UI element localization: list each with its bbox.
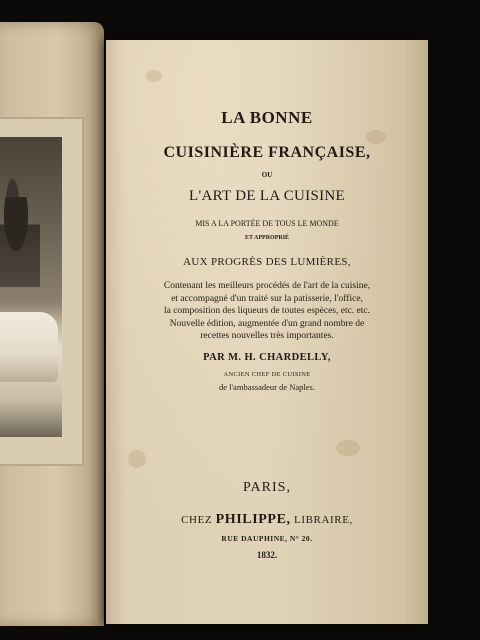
foxing-spot	[146, 70, 162, 82]
author-role: ANCIEN CHEF DE CUISINE	[223, 371, 311, 378]
foxing-spot	[128, 450, 146, 468]
engraving-table	[0, 312, 58, 382]
subtitle: L'ART DE LA CUISINE	[189, 188, 345, 204]
imprint-city: PARIS,	[243, 480, 291, 495]
description-block	[117, 280, 417, 343]
subtitle-line-2: MIS A LA PORTÉE DE TOUS LE MONDE	[195, 219, 339, 228]
subtitle-line-3: ET APPROPRIÉ	[244, 235, 290, 241]
description-line: la composition des liqueurs de toutes espèces, etc. etc.	[163, 306, 371, 316]
publisher-name: PHILIPPE,	[215, 512, 291, 527]
foxing-spot	[336, 440, 360, 456]
imprint-address: RUE DAUPHINE, N° 20.	[221, 534, 313, 543]
author-role-detail: de l'ambassadeur de Naples.	[219, 382, 315, 392]
frontispiece-page	[0, 22, 104, 626]
description-line: et accompagné d'un traité sur la patisserie, l'office,	[171, 293, 363, 304]
description-line: Contenant les meilleurs procédés de l'art de la cuisine,	[163, 281, 371, 291]
engraving-illustration	[0, 137, 62, 437]
publisher-prefix: CHEZ	[181, 514, 213, 526]
description-line: recettes nouvelles très importantes.	[200, 331, 334, 341]
description-line: Nouvelle édition, augmentée d'un grand nombre de	[169, 318, 365, 329]
title-line-1: LA BONNE	[221, 108, 313, 127]
foxing-spot	[366, 130, 386, 144]
title-conjunction: OU	[261, 171, 273, 179]
title-page	[106, 40, 428, 624]
subtitle-line-4: AUX PROGRÈS DES LUMIÈRES,	[183, 256, 351, 268]
engraving-figure	[0, 197, 40, 287]
publisher-suffix: LIBRAIRE,	[294, 514, 353, 526]
author-name: PAR M. H. CHARDELLY,	[203, 352, 331, 363]
imprint-year: 1832.	[256, 550, 278, 560]
title-line-2: CUISINIÈRE FRANÇAISE,	[163, 144, 371, 161]
imprint-publisher	[106, 512, 428, 528]
